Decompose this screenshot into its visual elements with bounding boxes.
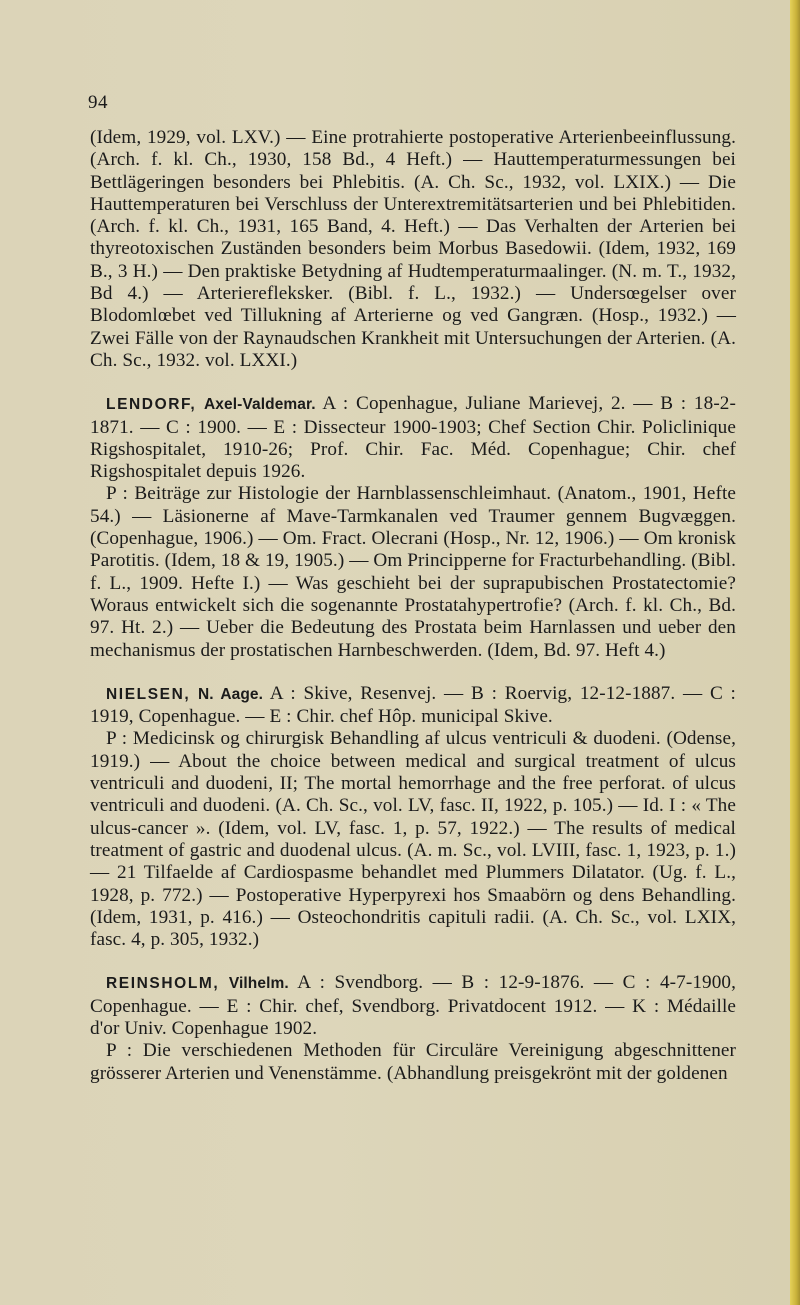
entry-nielsen: [90, 683, 736, 952]
entry-lendorf: [90, 393, 736, 662]
entry-bio: [90, 683, 736, 729]
entry-bio: [90, 972, 736, 1040]
entry-reinsholm: [90, 972, 736, 1084]
entry-surname: REINSHOLM,: [106, 975, 220, 993]
entry-given-name: N. Aage.: [198, 685, 264, 703]
entry-bio-text: A : Svendborg. — B : 12-9-1876. — C : 4-7-1900, Copenhague. — E : Chir. chef, Svendborg. Privatdocent 1912. — K : Médaille d'or Univ. Copenhague 1902.: [90, 972, 737, 1039]
page-edge: [790, 0, 800, 1305]
entry-bio: [90, 393, 736, 483]
entry-bio-text: A : Copenhague, Juliane Marievej, 2. — B : 18-2-1871. — C : 1900. — E : Dissecteur 1900-1903; Chef Section Chir. Policlinique Rigshospitalet, 1910-26; Prof. Chir. Fac. Méd. Copenhague; Chir. chef Rigshospitalet depuis 1926.: [90, 393, 736, 483]
page-number: 94: [88, 92, 108, 113]
entry-publications: P : Die verschiedenen Methoden für Circuläre Vereinigung abgeschnittener grösserer Arterien und Venenstämme. (Abhandlung preisgekrönt mit der goldenen: [90, 1040, 736, 1084]
entry-publications: P : Beiträge zur Histologie der Harnblassenschleimhaut. (Anatom., 1901, Hefte 54.) — Läsionerne af Mave-Tarmkanalen ved Traumer gennem Bugvæggen. (Copenhague, 1906.) — Om. Fract. Olecrani (Hosp., Nr. 12, 1906.) — Om kronisk Parotitis. (Idem, 18 & 19, 1905.) — Om Principperne for Fracturbehandling. (Bibl. f. L., 1909. Hefte I.) — Was geschieht bei der suprapubischen Prostatectomie? Woraus entwickelt sich die sogenannte Prostatahypertrofie? (Arch. f. kl. Ch., Bd. 97. Ht. 2.) — Ueber die Bedeutung des Prostata beim Harnlassen und ueber den mechanismus der prostatischen Harnbeschwerden. (Idem, Bd. 97. Heft 4.): [90, 483, 736, 661]
entry-surname: NIELSEN,: [106, 685, 191, 703]
entry-bio-text: A : Skive, Resenvej. — B : Roervig, 12-12-1887. — C : 1919, Copenhague. — E : Chir. chef Hôp. municipal Skive.: [90, 682, 736, 728]
text-column: [90, 127, 736, 1085]
continuation-paragraph: (Idem, 1929, vol. LXV.) — Eine protrahierte postoperative Arterienbeeinflussung. (Arch. f. kl. Ch., 1930, 158 Bd., 4 Heft.) — Hauttemperaturmessungen bei Bettlägeringen besonders bei Phlebitis. (A. Ch. Sc., 1932, vol. LXIX.) — Die Hauttemperaturen bei Verschluss der Unterextremitätsarterien und bei Phlebitiden. (Arch. f. kl. Ch., 1931, 165 Band, 4. Heft.) — Das Verhalten der Arterien bei thyreotoxischen Zuständen besonders beim Morbus Basedowii. (Idem, 1932, 169 B., 3 H.) — Den praktiske Betydning af Hudtemperaturmaalinger. (N. m. T., 1932, Bd 4.) — Arterierefleksker. (Bibl. f. L., 1932.) — Undersœgelser over Blodomlœbet ved Tillukning af Arterierne og ved Gangræn. (Hosp., 1932.) — Zwei Fälle von der Raynaudschen Krankheit mit Untersuchungen der Arterien. (A. Ch. Sc., 1932. vol. LXXI.): [90, 127, 736, 371]
entry-surname: LENDORF,: [106, 396, 197, 414]
entry-publications: P : Medicinsk og chirurgisk Behandling af ulcus ventriculi & duodeni. (Odense, 1919.) — About the choice between medical and surgical treatment of ulcus ventriculi and duodeni, II; The mortal hemorrhage and the free perforat. of ulcus ventriculi and duodeni. (A. Ch. Sc., vol. LV, fasc. II, 1922, p. 105.) — Id. I : « The ulcus-cancer ». (Idem, vol. LV, fasc. 1, p. 57, 1922.) — The results of medical treatment of gastric and duodenal ulcus. (A. m. Sc., vol. LVIII, fasc. 1, 1923, p. 1.) — 21 Tilfaelde af Cardiospasme behandlet med Plummers Dilatator. (Ug. f. L., 1928, p. 772.) — Postoperative Hyperpyrexi hos Smaabörn og dens Behandling. (Idem, 1931, p. 416.) — Osteochondritis capituli radii. (A. Ch. Sc., vol. LXIX, fasc. 4, p. 305, 1932.): [90, 728, 736, 951]
entry-given-name: Axel-Valdemar.: [204, 396, 316, 414]
entry-given-name: Vilhelm.: [228, 975, 289, 993]
